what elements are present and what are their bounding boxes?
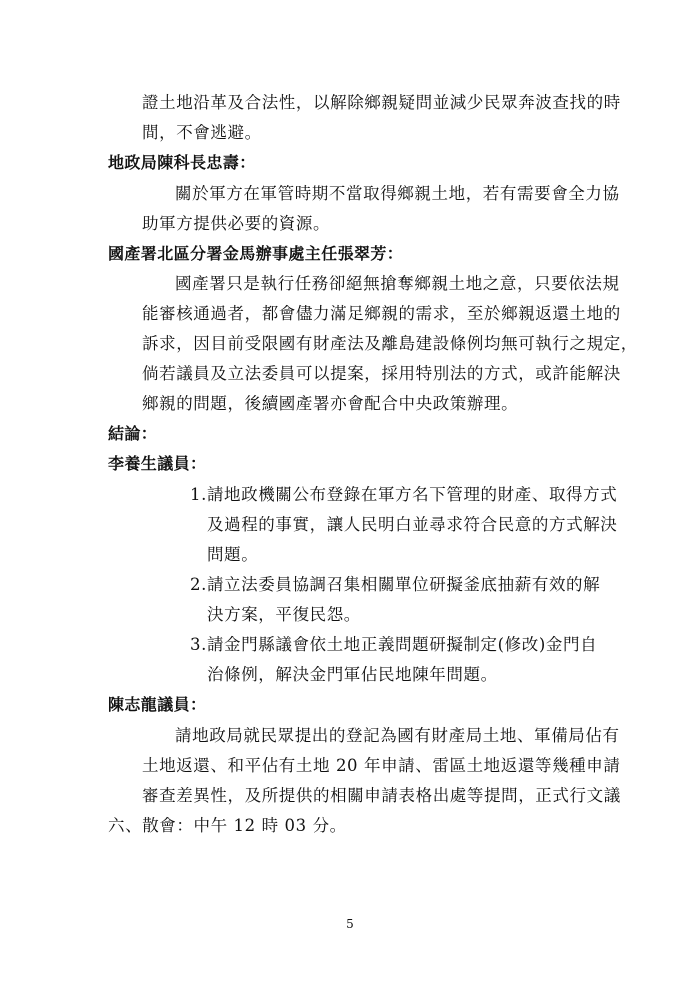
body-line: 土地返還、和平佔有土地 20 年申請、雷區土地返還等幾種申請 <box>142 756 621 775</box>
list-item-1-cont: 問題。 <box>207 545 259 564</box>
body-line: 能審核通過者，都會儘力滿足鄉親的需求，至於鄉親返還土地的 <box>142 304 621 323</box>
list-item-2: 2.請立法委員協調召集相關單位研擬釜底抽薪有效的解 <box>190 575 601 594</box>
body-line: 關於軍方在軍管時期不當取得鄉親土地，若有需要會全力協 <box>175 184 620 203</box>
body-line: 倘若議員及立法委員可以提案，採用特別法的方式，或許能解決 <box>142 364 621 383</box>
conclusion-heading: 結論： <box>108 424 158 443</box>
body-line: 請地政局就民眾提出的登記為國有財產局土地、軍備局佔有 <box>175 726 620 745</box>
speaker-heading: 李養生議員： <box>108 454 207 473</box>
page-number: 5 <box>346 917 354 931</box>
list-item-1-cont: 及過程的事實，讓人民明白並尋求符合民意的方式解決 <box>207 515 618 534</box>
speaker-heading: 國產署北區分署金馬辦事處主任張翠芳： <box>108 244 404 263</box>
list-item-3-cont: 治條例，解決金門軍佔民地陳年問題。 <box>207 665 498 684</box>
adjournment-line: 六、散會：中午 12 時 03 分。 <box>108 816 347 835</box>
body-line: 鄉親的問題，後續國產署亦會配合中央政策辦理。 <box>142 394 519 413</box>
speaker-heading: 地政局陳科長忠壽： <box>108 153 256 172</box>
body-line: 訴求，因目前受限國有財產法及離島建設條例均無可執行之規定， <box>142 334 638 353</box>
list-item-3: 3.請金門縣議會依土地正義問題研擬制定(修改)金門自 <box>190 635 598 654</box>
body-line: 助軍方提供必要的資源。 <box>142 214 331 233</box>
list-item-1: 1.請地政機關公布登錄在軍方名下管理的財產、取得方式 <box>190 485 618 504</box>
body-line: 證土地沿革及合法性，以解除鄉親疑問並減少民眾奔波查找的時 <box>142 93 621 112</box>
body-line: 間，不會逃避。 <box>142 123 262 142</box>
list-item-2-cont: 決方案，平復民怨。 <box>207 605 361 624</box>
body-line: 國產署只是執行任務卻絕無搶奪鄉親土地之意，只要依法規 <box>175 274 620 293</box>
body-line: 審查差異性，及所提供的相關申請表格出處等提問，正式行文議 <box>142 786 621 805</box>
speaker-heading: 陳志龍議員： <box>108 695 207 714</box>
